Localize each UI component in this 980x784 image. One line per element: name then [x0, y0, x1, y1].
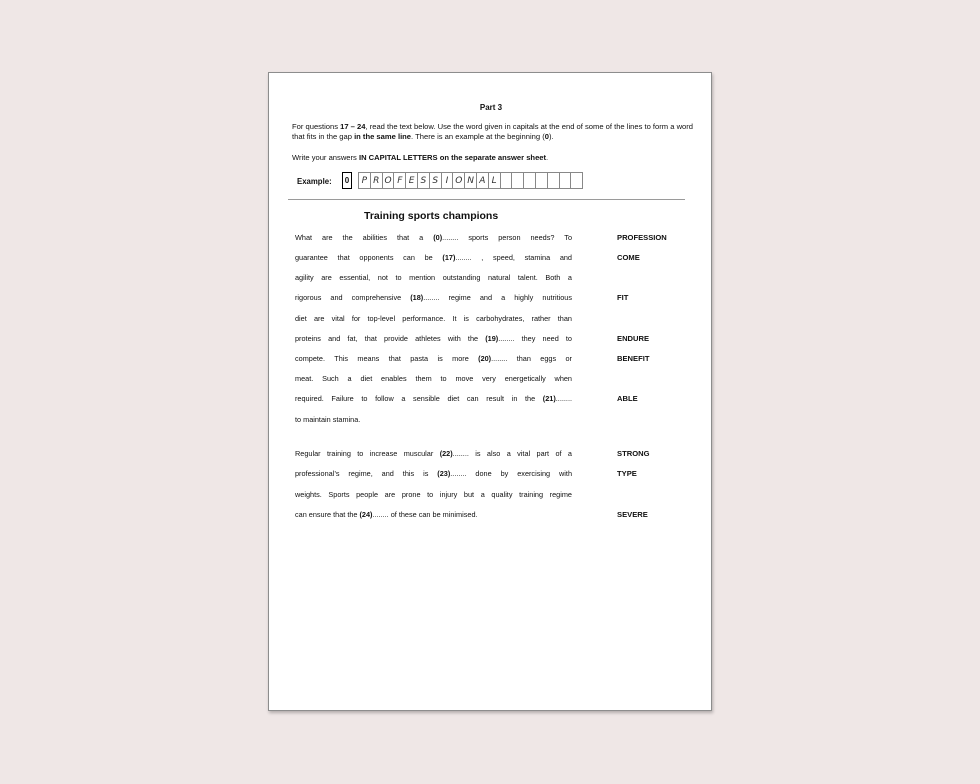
example-letter-box: O [452, 172, 465, 189]
example-letter-box: S [429, 172, 442, 189]
stem-word: TYPE [617, 469, 637, 478]
line-text: compete. This means that pasta is more [295, 354, 479, 363]
passage-line [295, 469, 572, 479]
example-letter-box [570, 172, 583, 189]
line-text: ........ regime and a highly nutritious [423, 293, 572, 302]
passage-line [295, 415, 572, 425]
passage-line [295, 490, 572, 500]
passage-line [295, 314, 572, 324]
passage-line [295, 233, 572, 243]
stem-word: SEVERE [617, 510, 648, 519]
line-text: Regular training to increase muscular [295, 449, 440, 458]
line-text: weights. Sports people are prone to injury but a quality training regime [295, 490, 572, 499]
example-letter-box: R [370, 172, 383, 189]
line-text: ........ , speed, stamina and [455, 253, 572, 262]
line-text: proteins and fat, that provide athletes with the [295, 334, 486, 343]
instr-text: Write your answers [292, 153, 359, 162]
passage-line [295, 510, 572, 520]
line-text: diet are vital for top-level performance. It is carbohydrates, rather than [295, 314, 572, 323]
divider [288, 199, 685, 200]
instructions-paragraph [292, 122, 694, 142]
passage-line [295, 273, 572, 283]
line-text: ........ done by exercising with [450, 469, 572, 478]
gap-number: (18) [410, 293, 424, 302]
line-text: ........ sports person needs? To [442, 233, 573, 242]
stem-word: ENDURE [617, 334, 650, 343]
stem-word: BENEFIT [617, 354, 650, 363]
answer-instructions [292, 153, 694, 163]
gap-number: (23) [437, 469, 451, 478]
stem-word: ABLE [617, 394, 638, 403]
instr-question-range: 17 – 24 [340, 122, 366, 131]
stem-word: PROFESSION [617, 233, 667, 242]
line-text: ........ they need to [498, 334, 572, 343]
passage-line [295, 334, 572, 344]
example-letter-box: S [417, 172, 430, 189]
instr-emphasis: in the same line [354, 132, 412, 141]
example-letter-box: A [476, 172, 489, 189]
passage-line [295, 394, 572, 404]
exam-page [268, 72, 712, 711]
line-text: agility are essential, not to mention outstanding natural talent. Both a [295, 273, 572, 282]
text-title: Training sports champions [364, 210, 499, 222]
line-text: guarantee that opponents can be [295, 253, 443, 262]
gap-number: (0) [433, 233, 443, 242]
passage-line [295, 354, 572, 364]
line-text: ........ is also a vital part of a [452, 449, 572, 458]
instr-text: For questions [292, 122, 341, 131]
gap-number: (24) [359, 510, 373, 519]
stem-word: STRONG [617, 449, 650, 458]
example-letter-box: E [405, 172, 418, 189]
example-letter-box: I [441, 172, 454, 189]
instr-text: . There is an example at the beginning ( [411, 132, 545, 141]
instr-example-number: 0 [544, 132, 549, 141]
example-number-box: 0 [342, 172, 352, 189]
instr-emphasis: IN CAPITAL LETTERS on the separate answer sheet [358, 153, 547, 162]
example-letter-box: N [464, 172, 477, 189]
gap-number: (19) [485, 334, 499, 343]
line-text: ........ [555, 394, 572, 403]
passage-line [295, 374, 572, 384]
line-text: ........ than eggs or [491, 354, 572, 363]
instr-text: . [546, 153, 549, 162]
example-letter-box: L [488, 172, 501, 189]
line-text: What are the abilities that a [295, 233, 434, 242]
gap-number: (17) [442, 253, 456, 262]
instr-text: ). [548, 132, 554, 141]
stem-word: COME [617, 253, 640, 262]
passage-line [295, 449, 572, 459]
stem-word: FIT [617, 293, 629, 302]
line-text: meat. Such a diet enables them to move very energetically when [295, 374, 572, 383]
gap-number: (20) [478, 354, 492, 363]
line-text: can ensure that the [295, 510, 360, 519]
passage-line [295, 293, 572, 303]
example-letter-box: O [382, 172, 395, 189]
example-label: Example: [297, 177, 332, 186]
line-text: rigorous and comprehensive [295, 293, 411, 302]
gap-number: (21) [542, 394, 556, 403]
line-text: required. Failure to follow a sensible diet can result in the [295, 394, 543, 403]
instr-text: , read the text below. Use the word given in capitals at the end of some of the lines to form a word that fits in the gap [292, 122, 694, 141]
example-letter-box: P [358, 172, 371, 189]
line-text: ........ of these can be minimised. [372, 510, 478, 519]
line-text: to maintain stamina. [295, 415, 361, 424]
line-text: professional’s regime, and this is [295, 469, 438, 478]
passage-line [295, 253, 572, 263]
example-letter-box: F [393, 172, 406, 189]
part-title: Part 3 [479, 103, 503, 112]
example-answer-boxes [358, 172, 583, 189]
gap-number: (22) [439, 449, 453, 458]
